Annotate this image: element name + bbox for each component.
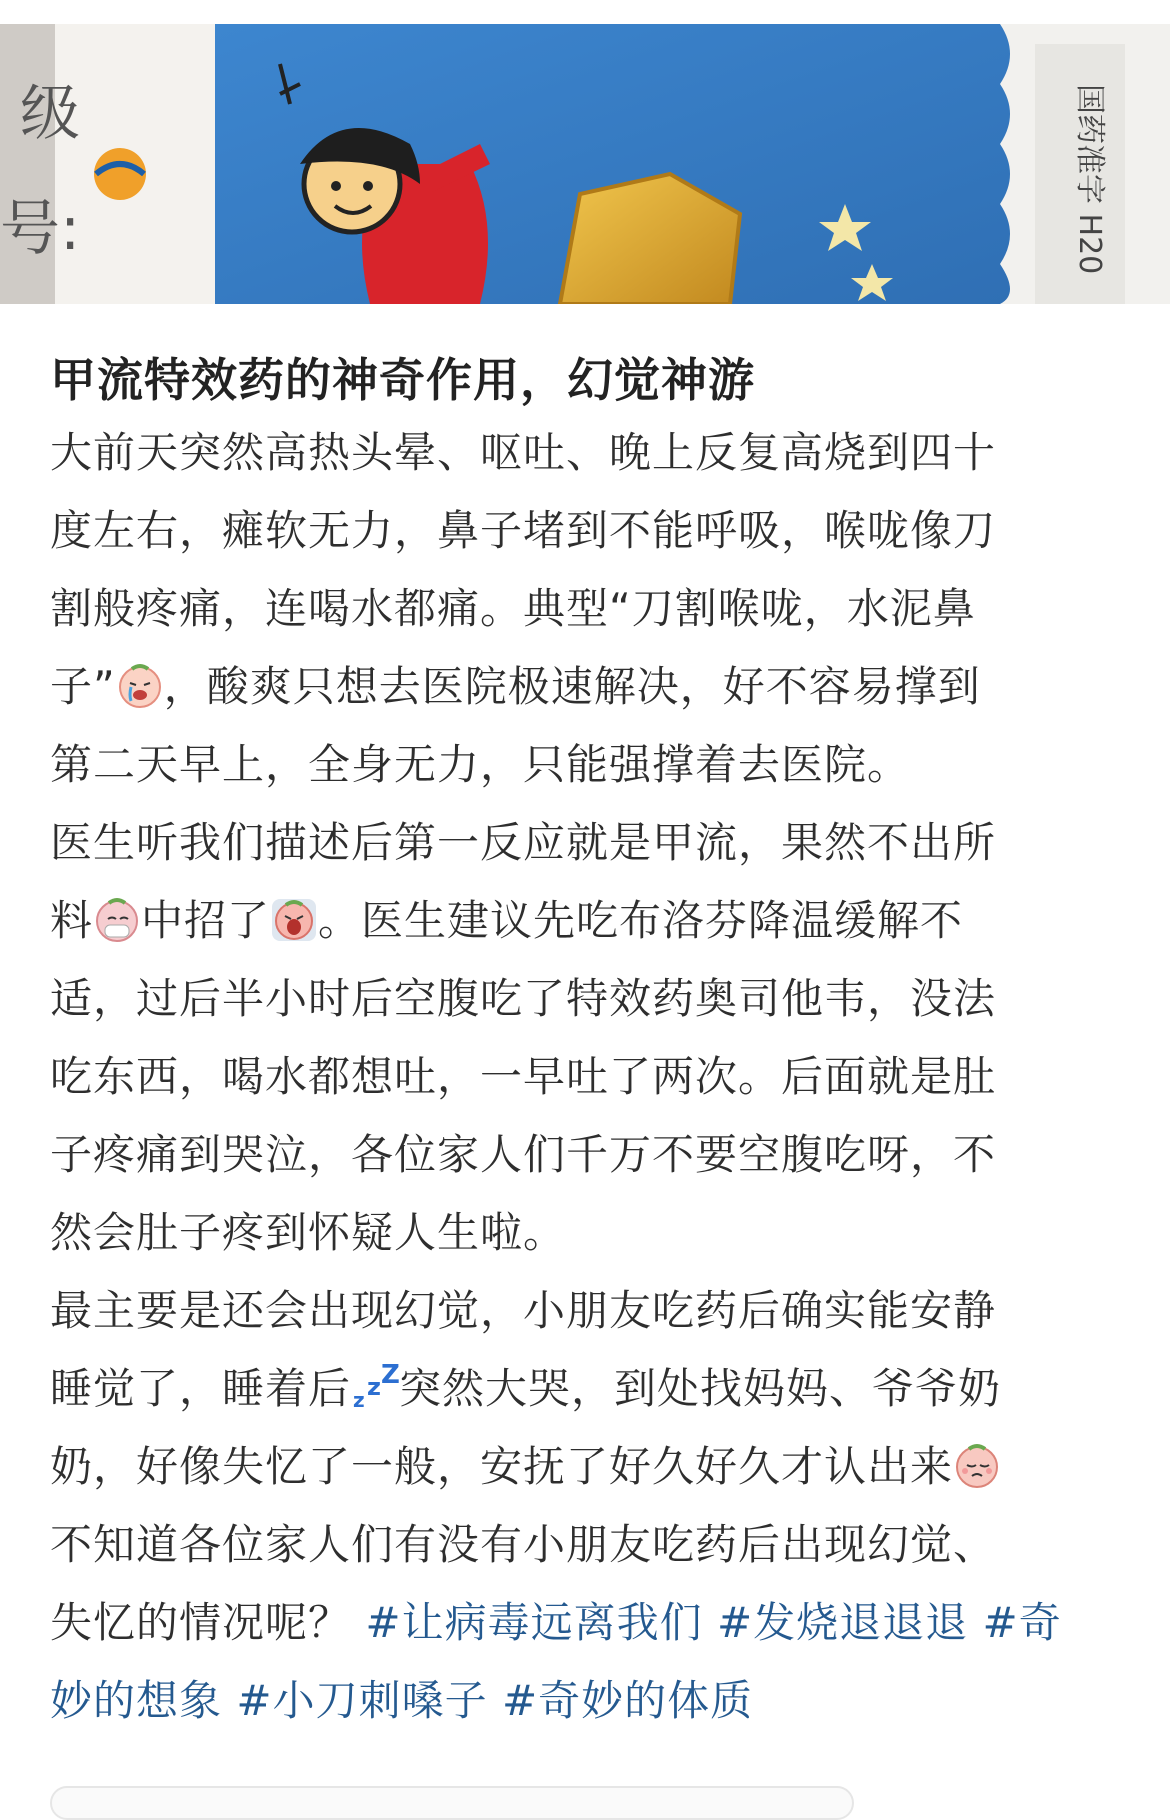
post-body <box>50 414 1130 1740</box>
svg-text:z: z <box>353 1388 366 1411</box>
hashtag-link[interactable]: #奇 <box>982 1598 1062 1647</box>
body-line <box>50 1194 1130 1272</box>
body-line <box>50 570 1130 648</box>
body-line <box>50 1662 1130 1740</box>
body-text: ，酸爽只想去医院极速解决，好不容易撑到 <box>163 662 981 711</box>
body-line <box>50 414 1130 492</box>
body-line <box>50 1038 1130 1116</box>
sick-peach-emoji <box>93 890 141 938</box>
body-line <box>50 1116 1130 1194</box>
body-line <box>50 648 1130 726</box>
body-text: 医生听我们描述后第一反应就是甲流，果然不出所 <box>50 818 997 867</box>
body-text: 奶，好像失忆了一般，安抚了好久好久才认出来 <box>50 1442 954 1491</box>
svg-text:Z: Z <box>381 1363 400 1390</box>
body-line <box>50 1350 1130 1428</box>
body-line <box>50 960 1130 1038</box>
body-text: 适，过后半小时后空腹吃了特效药奥司他韦，没法 <box>50 974 997 1023</box>
body-text: 割般疼痛，连喝水都痛。典型“刀割喉咙，水泥鼻 <box>50 584 976 633</box>
body-text: 中招了 <box>141 896 271 945</box>
hashtag-link[interactable]: #小刀刺嗓子 <box>236 1676 488 1725</box>
post-photo[interactable] <box>0 24 1170 304</box>
body-text: 子” <box>50 662 116 711</box>
hashtag-link[interactable]: #奇妙的体质 <box>501 1676 754 1725</box>
body-text: 子疼痛到哭泣，各位家人们千万不要空腹吃呀，不 <box>50 1130 997 1179</box>
body-line <box>50 1272 1130 1350</box>
body-text: 。医生建议先吃布洛芬降温缓解不 <box>318 896 964 945</box>
body-text: 睡觉了，睡着后 <box>50 1364 352 1413</box>
hashtag-link[interactable]: 妙的想象 <box>50 1676 223 1725</box>
crying-peach-emoji <box>116 656 164 704</box>
body-text: 吃东西，喝水都想吐，一早吐了两次。后面就是肚 <box>50 1052 997 1101</box>
body-line <box>50 492 1130 570</box>
svg-text:z: z <box>367 1373 382 1401</box>
post-title: 甲流特效药的神奇作用，幻觉神游 <box>50 353 755 407</box>
comment-bar[interactable] <box>50 1786 854 1820</box>
body-text: 突然大哭，到处找妈妈、爷爷奶 <box>399 1364 1002 1413</box>
hashtag-link[interactable]: #发烧退退退 <box>716 1598 969 1647</box>
photo-side-text-1: 级 <box>20 79 80 149</box>
sad-peach-emoji <box>953 1436 1001 1484</box>
body-text: 料 <box>50 896 94 945</box>
body-line <box>50 726 1130 804</box>
body-text: 然会肚子疼到怀疑人生啦。 <box>50 1208 567 1257</box>
photo-side-text-2: 号: <box>0 194 81 264</box>
body-text: 第二天早上，全身无力，只能强撑着去医院。 <box>50 740 911 789</box>
body-text: 大前天突然高热头晕、呕吐、晚上反复高烧到四十 <box>50 428 997 477</box>
medicine-box-photo <box>0 24 1170 304</box>
scream-peach-emoji <box>270 890 318 938</box>
body-text: 失忆的情况呢？ <box>50 1598 352 1647</box>
body-text: 最主要是还会出现幻觉，小朋友吃药后确实能安静 <box>50 1286 997 1335</box>
photo-box-text: 国药准字 H20 <box>1072 84 1107 275</box>
body-line <box>50 1506 1130 1584</box>
body-line <box>50 1584 1130 1662</box>
body-text: 度左右，瘫软无力，鼻子堵到不能呼吸，喉咙像刀 <box>50 506 997 555</box>
body-line <box>50 882 1130 960</box>
hashtag-link[interactable]: #让病毒远离我们 <box>365 1598 703 1647</box>
zzz-sleep-emoji <box>351 1358 400 1411</box>
body-text: 不知道各位家人们有没有小朋友吃药后出现幻觉、 <box>50 1520 997 1569</box>
body-line <box>50 1428 1130 1506</box>
body-line <box>50 804 1130 882</box>
